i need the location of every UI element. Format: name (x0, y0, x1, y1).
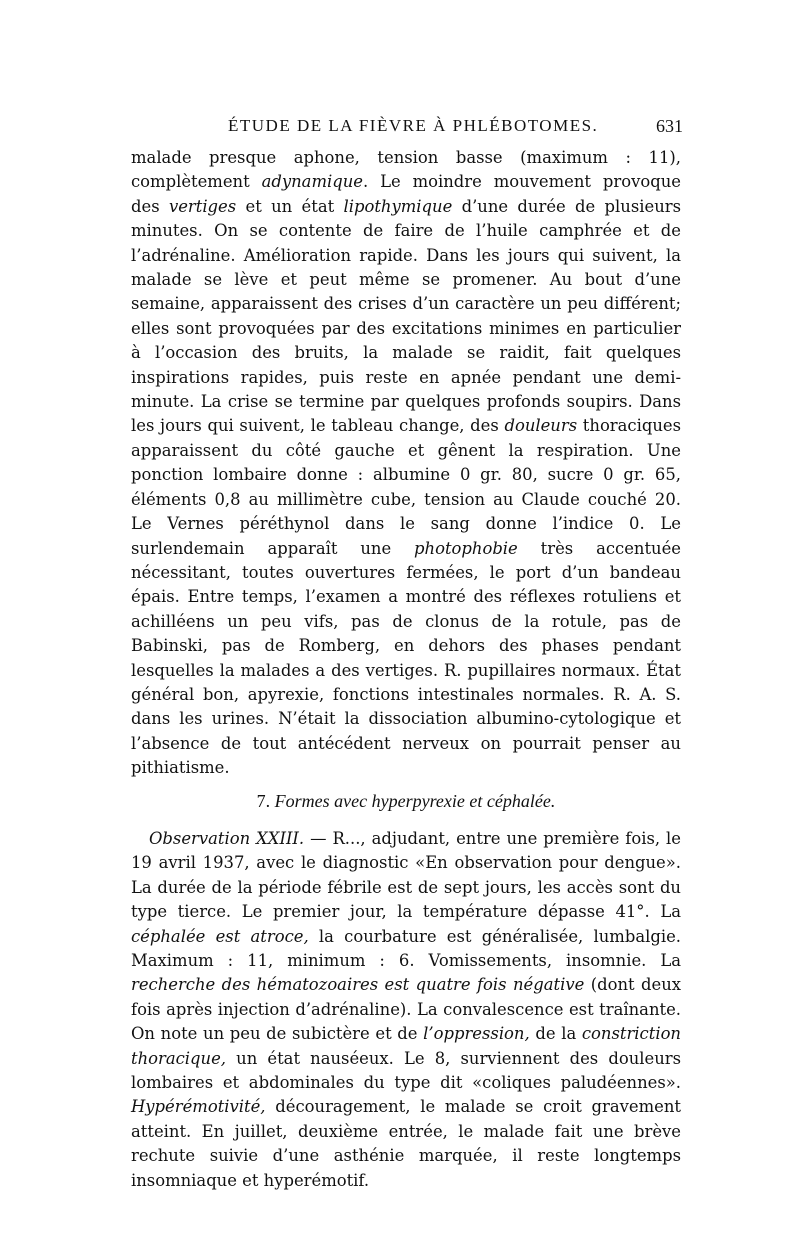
text-run: de la (529, 1024, 582, 1044)
text-run: très accentuée nécessitant, toutes ouvertures fermées, le port d’un bandeau épais. Entre temps, l’examen a montré des réflexes rotuliens et achilléens un peu vifs, pas de clonus de la rotule, pas de Babinski, pas de Romberg, en dehors des phases pendant lesquelles la malades a des vertiges. R. pupillaires normaux. État général bon, apyrexie, fonctions intestinales normales. R. A. S. dans les urines. N’était la dissociation albumino-cytologique et l’absence de tout antécédent nerveux on pourrait penser au pithiatisme. (131, 538, 681, 778)
paragraph-case-continuation (131, 146, 681, 781)
text-run: malade presque aphone, tension basse (maximum : 11), complètement (131, 148, 681, 192)
italic-term: constriction thoracique, (131, 1024, 681, 1068)
running-title: ÉTUDE DE LA FIÈVRE À PHLÉBOTOMES. (228, 116, 599, 135)
italic-term: Hypérémotivité, (131, 1097, 266, 1117)
italic-term: adynamique (261, 172, 363, 192)
section-heading (131, 789, 681, 813)
text-run: et un état (236, 196, 344, 216)
section-number: 7. (256, 790, 271, 811)
section-title: Formes avec hyperpyrexie et céphalée. (274, 790, 556, 811)
body-text (131, 146, 681, 1193)
italic-term: photophobie (414, 538, 518, 558)
italic-term: vertiges (168, 196, 237, 216)
text-run: un état nauséeux. Le 8, surviennent des douleurs lombaires et abdominales du type dit «coliques paludéennes». (131, 1048, 681, 1093)
text-run: d’une durée de plusieurs minutes. On se contente de faire de l’huile camphrée et de l’adrénaline. Amélioration rapide. Dans les jours qui suivent, la malade se lève et peut même se promener. Au bout d’une semaine, apparaissent des crises d’un caractère un peu différent; elles sont provoquées par des excitations minimes en particulier à l’occasion des bruits, la malade se raidit, fait quelques inspirations rapides, puis reste en apnée pendant une demi-minute. La crise se termine par quelques profonds soupirs. Dans les jours qui suivent, le tableau change, des (131, 196, 681, 436)
italic-term: lipothymique (343, 196, 453, 216)
text-run: (dont deux fois après injection d’adrénaline). La convalescence est traînante. On note un peu de subictère et de (131, 975, 681, 1044)
text-run: — R..., adjudant, entre une première fois, le 19 avril 1937, avec le diagnostic «En observation pour dengue». La durée de la période fébrile est de sept jours, les accès sont du type tierce. Le premier jour, la température dépasse 41°. La (131, 828, 681, 922)
italic-term: l’oppression, (423, 1024, 530, 1044)
italic-term: céphalée est atroce, (131, 926, 309, 946)
text-run: découragement, le malade se croit gravement atteint. En juillet, deuxième entrée, le malade fait une brève rechute suivie d’une asthénie marquée, il reste longtemps insomniaque et hyperémotif. (131, 1097, 681, 1190)
page-number: 631 (656, 116, 683, 136)
paragraph-observation-xxiii (131, 827, 681, 1193)
italic-term: recherche des hématozoaires est quatre fois négative (131, 975, 585, 995)
text-run: thoraciques apparaissent du côté gauche et gênent la respiration. Une ponction lombaire donne : albumine 0 gr. 80, sucre 0 gr. 65, éléments 0,8 au millimètre cube, tension au Claude couché 20. Le Vernes péréthynol dans le sang donne l’indice 0. Le surlendemain apparaît une (131, 416, 681, 558)
text-run: la courbature est généralisée, lumbalgie. Maximum : 11, minimum : 6. Vomissements, insomnie. La (131, 926, 681, 970)
italic-term: douleurs (504, 416, 578, 436)
text-run: . Le moindre mouvement provoque des (131, 172, 681, 216)
observation-label: Observation XXIII. (149, 828, 305, 848)
